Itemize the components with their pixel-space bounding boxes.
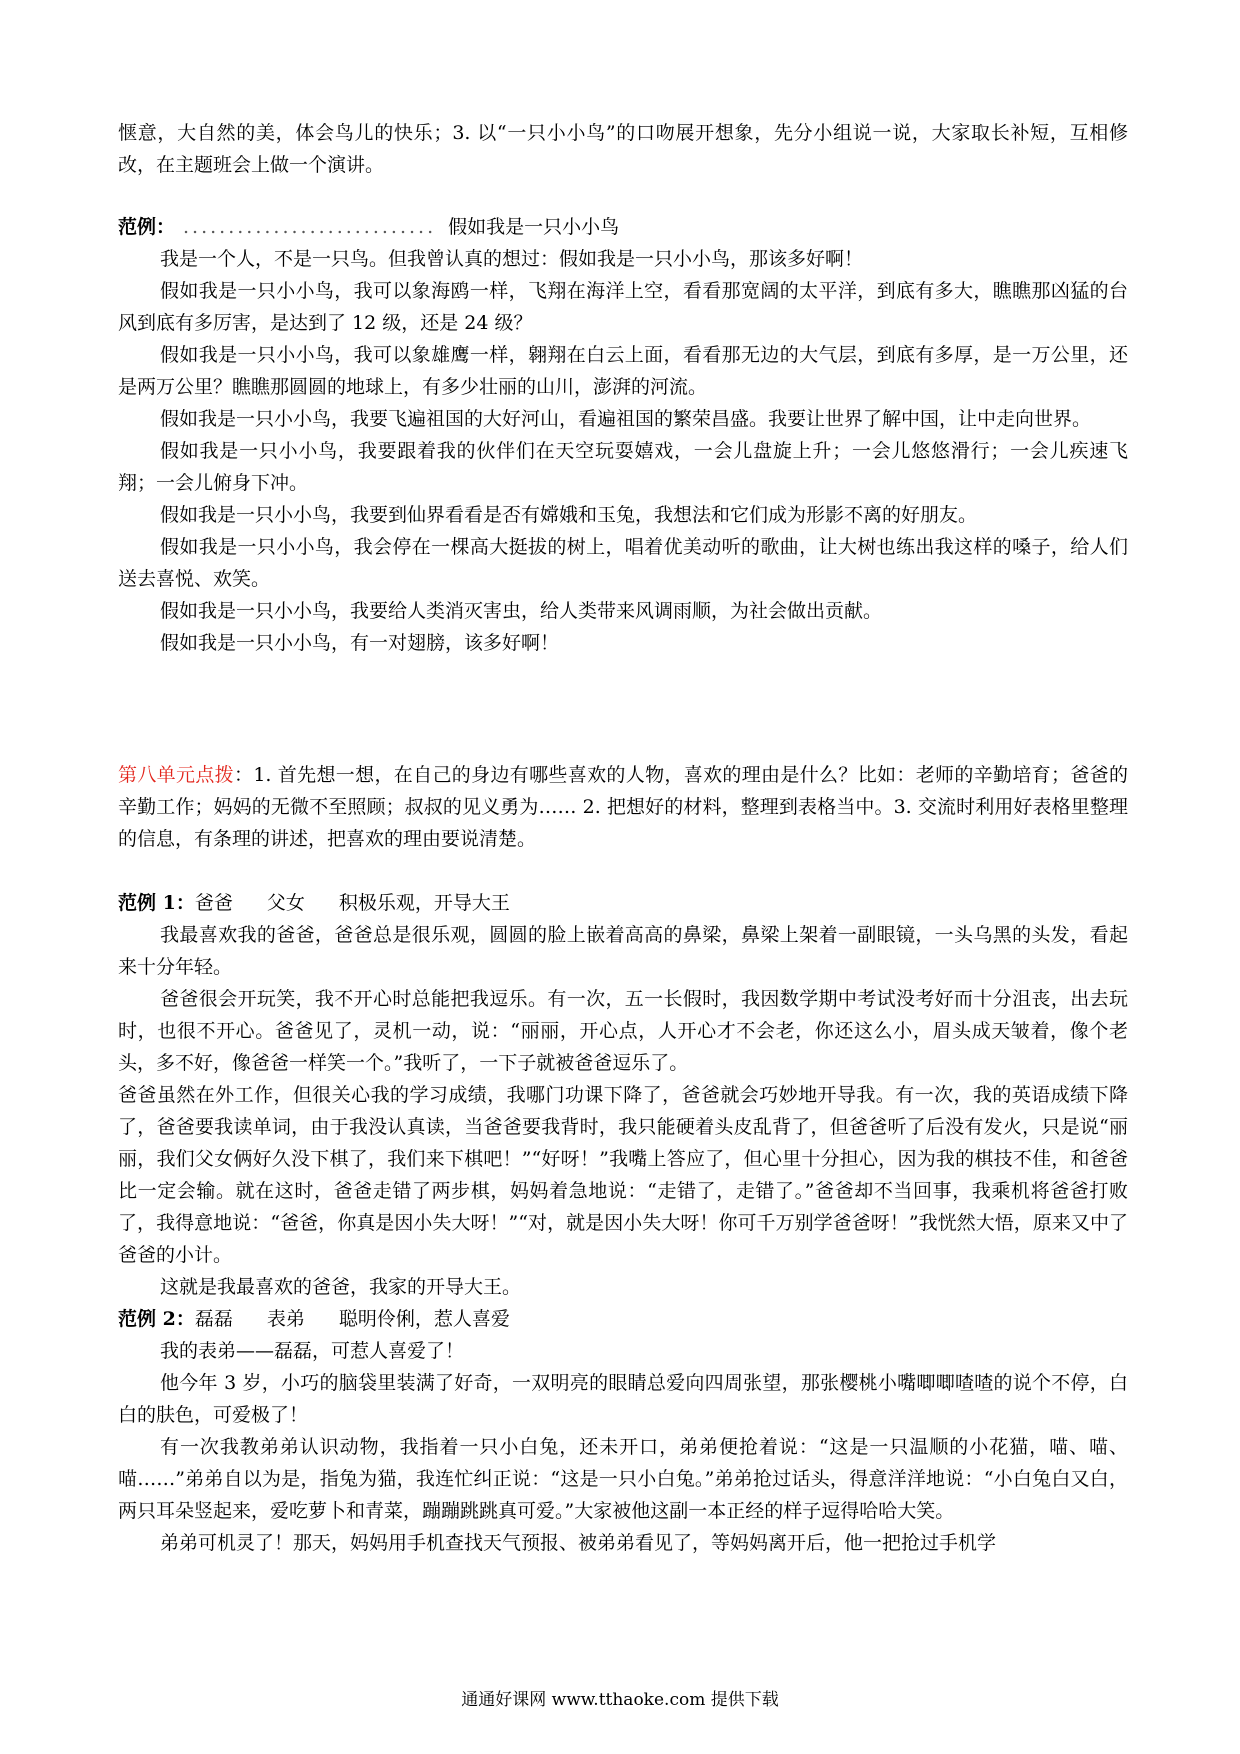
essay-paragraph: 爸爸很会开玩笑，我不开心时总能把我逗乐。有一次，五一长假时，我因数学期中考试没考好而十分沮丧，出去玩时，也很不开心。爸爸见了，灵机一动，说：“丽丽，开心点，人开心才不会老，你还这么小，眉头成天皱着，像个老头，多不好，像爸爸一样笑一个。”我听了，一下子就被爸爸逗乐了。: [118, 988, 1128, 1074]
story-paragraph: 假如我是一只小小鸟，我要跟着我的伙伴们在天空玩耍嬉戏，一会儿盘旋上升；一会儿悠悠滑行；一会儿疾速飞翔；一会儿俯身下冲。: [118, 440, 1128, 494]
story-paragraph: 假如我是一只小小鸟，我会停在一棵高大挺拔的树上，唱着优美动听的歌曲，让大树也练出我这样的嗓子，给人们送去喜悦、欢笑。: [118, 536, 1128, 590]
story-paragraph: 假如我是一只小小鸟，我可以象海鸥一样，飞翔在海洋上空，看看那宽阔的太平洋，到底有多大，瞧瞧那凶猛的台风到底有多厉害，是达到了 12 级，还是 24 级？: [118, 280, 1128, 334]
example1-heading: [118, 887, 1128, 919]
example-trait: 积极乐观，开导大王: [338, 892, 510, 914]
spacer: [118, 659, 1128, 759]
story-title: 假如我是一只小小鸟: [448, 216, 620, 238]
unit8-label: 第八单元点拨: [118, 764, 234, 786]
essay-paragraph: 这就是我最喜欢的爸爸，我家的开导大王。: [160, 1276, 522, 1298]
example-relation: 父女: [266, 892, 305, 914]
story-paragraph: 我是一个人，不是一只鸟。但我曾认真的想过：假如我是一只小小鸟，那该多好啊！: [160, 248, 864, 270]
unit8-text: ：1. 首先想一想，在自己的身边有哪些喜欢的人物，喜欢的理由是什么？比如：老师的辛勤培育；爸爸的辛勤工作；妈妈的无微不至照顾；叔叔的见义勇为…… 2. 把想好的材料，整理到表格当中。3. 交流时利用好表格里整理的信息，有条理的讲述，把喜欢的理由要说清楚。: [118, 764, 1128, 850]
example-person: 磊磊: [194, 1308, 233, 1330]
story-paragraph: 假如我是一只小小鸟，我要给人类消灭害虫，给人类带来风调雨顺，为社会做出贡献。: [160, 600, 883, 622]
example-person: 爸爸: [194, 892, 233, 914]
spacer: [118, 855, 1128, 887]
example7-heading: [118, 211, 1128, 243]
essay-paragraph: 弟弟可机灵了！那天，妈妈用手机查找天气预报、被弟弟看见了，等妈妈离开后，他一把抢过手机学: [160, 1532, 997, 1554]
example2-heading: [118, 1303, 1128, 1335]
spacer: [118, 181, 1128, 211]
page-footer: 通通好课网 www.tthaoke.com 提供下载: [461, 1690, 779, 1710]
story-paragraph: 假如我是一只小小鸟，我要到仙界看看是否有嫦娥和玉兔，我想法和它们成为形影不离的好朋友。: [160, 504, 978, 526]
essay-paragraph: 有一次我教弟弟认识动物，我指着一只小白兔，还未开口，弟弟便抢着说：“这是一只温顺的小花猫，喵、喵、喵……”弟弟自以为是，指兔为猫，我连忙纠正说：“这是一只小白兔。”弟弟抢过话头，得意洋洋地说：“小白兔白又白，两只耳朵竖起来，爱吃萝卜和青菜，蹦蹦跳跳真可爱。”大家被他这副一本正经的样子逗得哈哈大笑。: [118, 1436, 1128, 1522]
essay-paragraph: 我的表弟——磊磊，可惹人喜爱了！: [160, 1340, 465, 1362]
story-paragraph: 假如我是一只小小鸟，有一对翅膀，该多好啊！: [160, 632, 560, 654]
example-label: 范例 2：: [118, 1308, 195, 1330]
example-relation: 表弟: [266, 1308, 305, 1330]
example-label: 范例：: [118, 216, 176, 238]
example-label: 范例 1：: [118, 892, 195, 914]
example-trait: 聪明伶俐，惹人喜爱: [338, 1308, 510, 1330]
essay-paragraph: 爸爸虽然在外工作，但很关心我的学习成绩，我哪门功课下降了，爸爸就会巧妙地开导我。有一次，我的英语成绩下降了，爸爸要我读单词，由于我没认真读，当爸爸要我背时，我只能硬着头皮乱背了，但爸爸听了后没有发火，只是说“丽丽，我们父女俩好久没下棋了，我们来下棋吧！”“好呀！”我嘴上答应了，但心里十分担心，因为我的棋技不佳，和爸爸比一定会输。就在这时，爸爸走错了两步棋，妈妈着急地说：“走错了，走错了。”爸爸却不当回事，我乘机将爸爸打败了，我得意地说：“爸爸，你真是因小失大呀！”“对，就是因小失大呀！你可千万别学爸爸呀！”我恍然大悟，原来又中了爸爸的小计。: [118, 1084, 1128, 1266]
story-paragraph: 假如我是一只小小鸟，我可以象雄鹰一样，翱翔在白云上面，看看那无边的大气层，到底有多厚，是一万公里，还是两万公里？瞧瞧那圆圆的地球上，有多少壮丽的山川，澎湃的河流。: [118, 344, 1128, 398]
unit8-tips: [118, 759, 1128, 855]
story-paragraph: 假如我是一只小小鸟，我要飞遍祖国的大好河山，看遍祖国的繁荣昌盛。我要让世界了解中国，让中走向世界。: [160, 408, 1092, 430]
intro-paragraph: 惬意，大自然的美，体会鸟儿的快乐；3. 以“一只小小鸟”的口吻展开想象，先分小组说一说，大家取长补短，互相修改，在主题班会上做一个演讲。: [118, 122, 1128, 176]
document-body: [118, 117, 1128, 1559]
essay-paragraph: 他今年 3 岁，小巧的脑袋里装满了好奇，一双明亮的眼睛总爱向四周张望，那张樱桃小嘴唧唧喳喳的说个不停，白白的肤色，可爱极了！: [118, 1372, 1128, 1426]
essay-paragraph: 我最喜欢我的爸爸，爸爸总是很乐观，圆圆的脸上嵌着高高的鼻梁，鼻梁上架着一副眼镜，一头乌黑的头发，看起来十分年轻。: [118, 924, 1128, 978]
leader-dots: ............................: [183, 216, 437, 238]
